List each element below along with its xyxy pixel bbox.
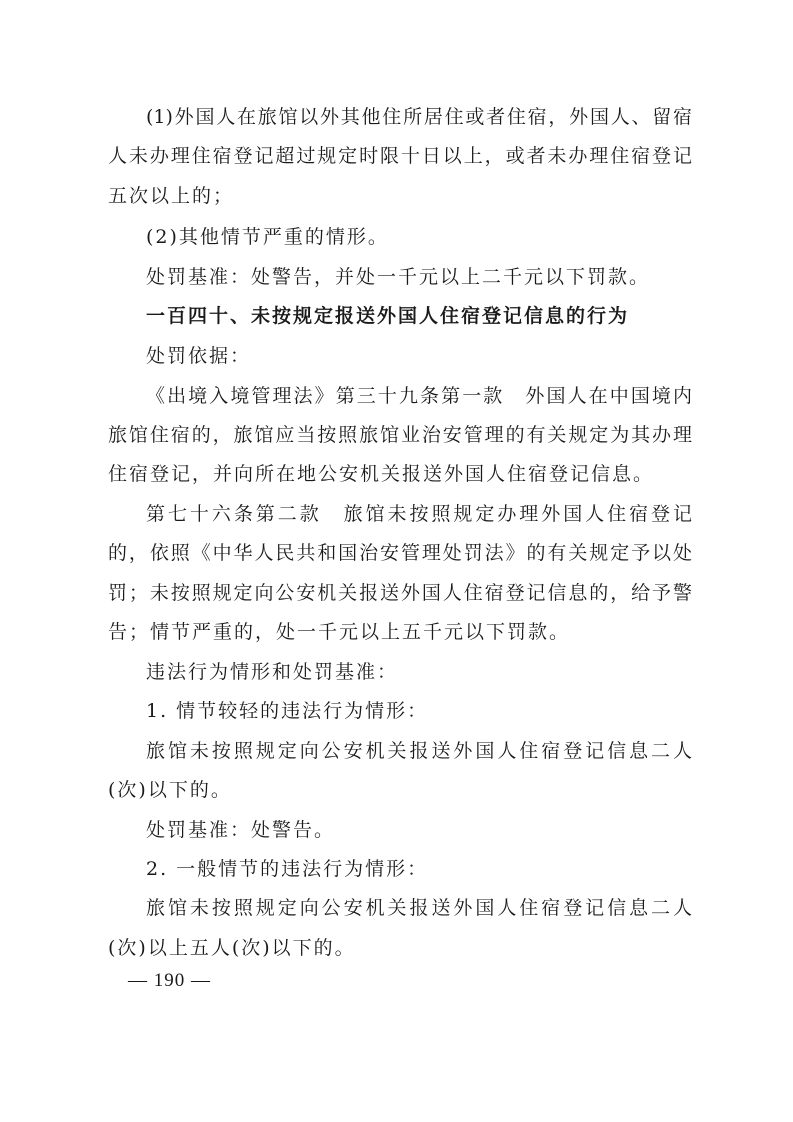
paragraph-line: 2. 一般情节的违法行为情形：	[146, 858, 429, 880]
paragraph-line: 五次以上的；	[108, 185, 235, 207]
paragraph-line: 处罚基准：处警告。	[146, 819, 336, 841]
paragraph-line: (1)外国人在旅馆以外其他住所居住或者住宿，外国人、留宿	[146, 106, 692, 128]
page-number: — 190 —	[128, 970, 211, 991]
paragraph-line: 旅馆未按照规定向公安机关报送外国人住宿登记信息二人	[146, 897, 692, 919]
paragraph-line: 人未办理住宿登记超过规定时限十日以上，或者未办理住宿登记	[108, 145, 692, 167]
paragraph-line: 处罚依据：	[146, 345, 252, 367]
paragraph-line: (次)以上五人(次)以下的。	[108, 937, 356, 959]
paragraph-line: 旅馆住宿的，旅馆应当按照旅馆业治安管理的有关规定为其办理	[108, 424, 692, 446]
paragraph-line: 处罚基准：处警告，并处一千元以上二千元以下罚款。	[146, 266, 651, 288]
paragraph-line: 旅馆未按照规定向公安机关报送外国人住宿登记信息二人	[146, 740, 692, 762]
paragraph-line: 的，依照《中华人民共和国治安管理处罚法》的有关规定予以处	[108, 542, 692, 564]
section-heading: 一百四十、未按规定报送外国人住宿登记信息的行为	[146, 305, 630, 327]
paragraph-line: 第七十六条第二款 旅馆未按照规定办理外国人住宿登记	[146, 503, 692, 525]
paragraph-line: (2)其他情节严重的情形。	[146, 226, 389, 248]
paragraph-line: 1. 情节较轻的违法行为情形：	[146, 700, 429, 722]
paragraph-line: 违法行为情形和处罚基准：	[146, 661, 399, 683]
paragraph-line: (次)以下的。	[108, 779, 232, 801]
paragraph-line: 告；情节严重的，处一千元以上五千元以下罚款。	[108, 621, 571, 643]
paragraph-line: 住宿登记，并向所在地公安机关报送外国人住宿登记信息。	[108, 463, 655, 485]
paragraph-line: 罚；未按照规定向公安机关报送外国人住宿登记信息的，给予警	[108, 582, 692, 604]
paragraph-line: 《出境入境管理法》第三十九条第一款 外国人在中国境内	[146, 385, 692, 407]
